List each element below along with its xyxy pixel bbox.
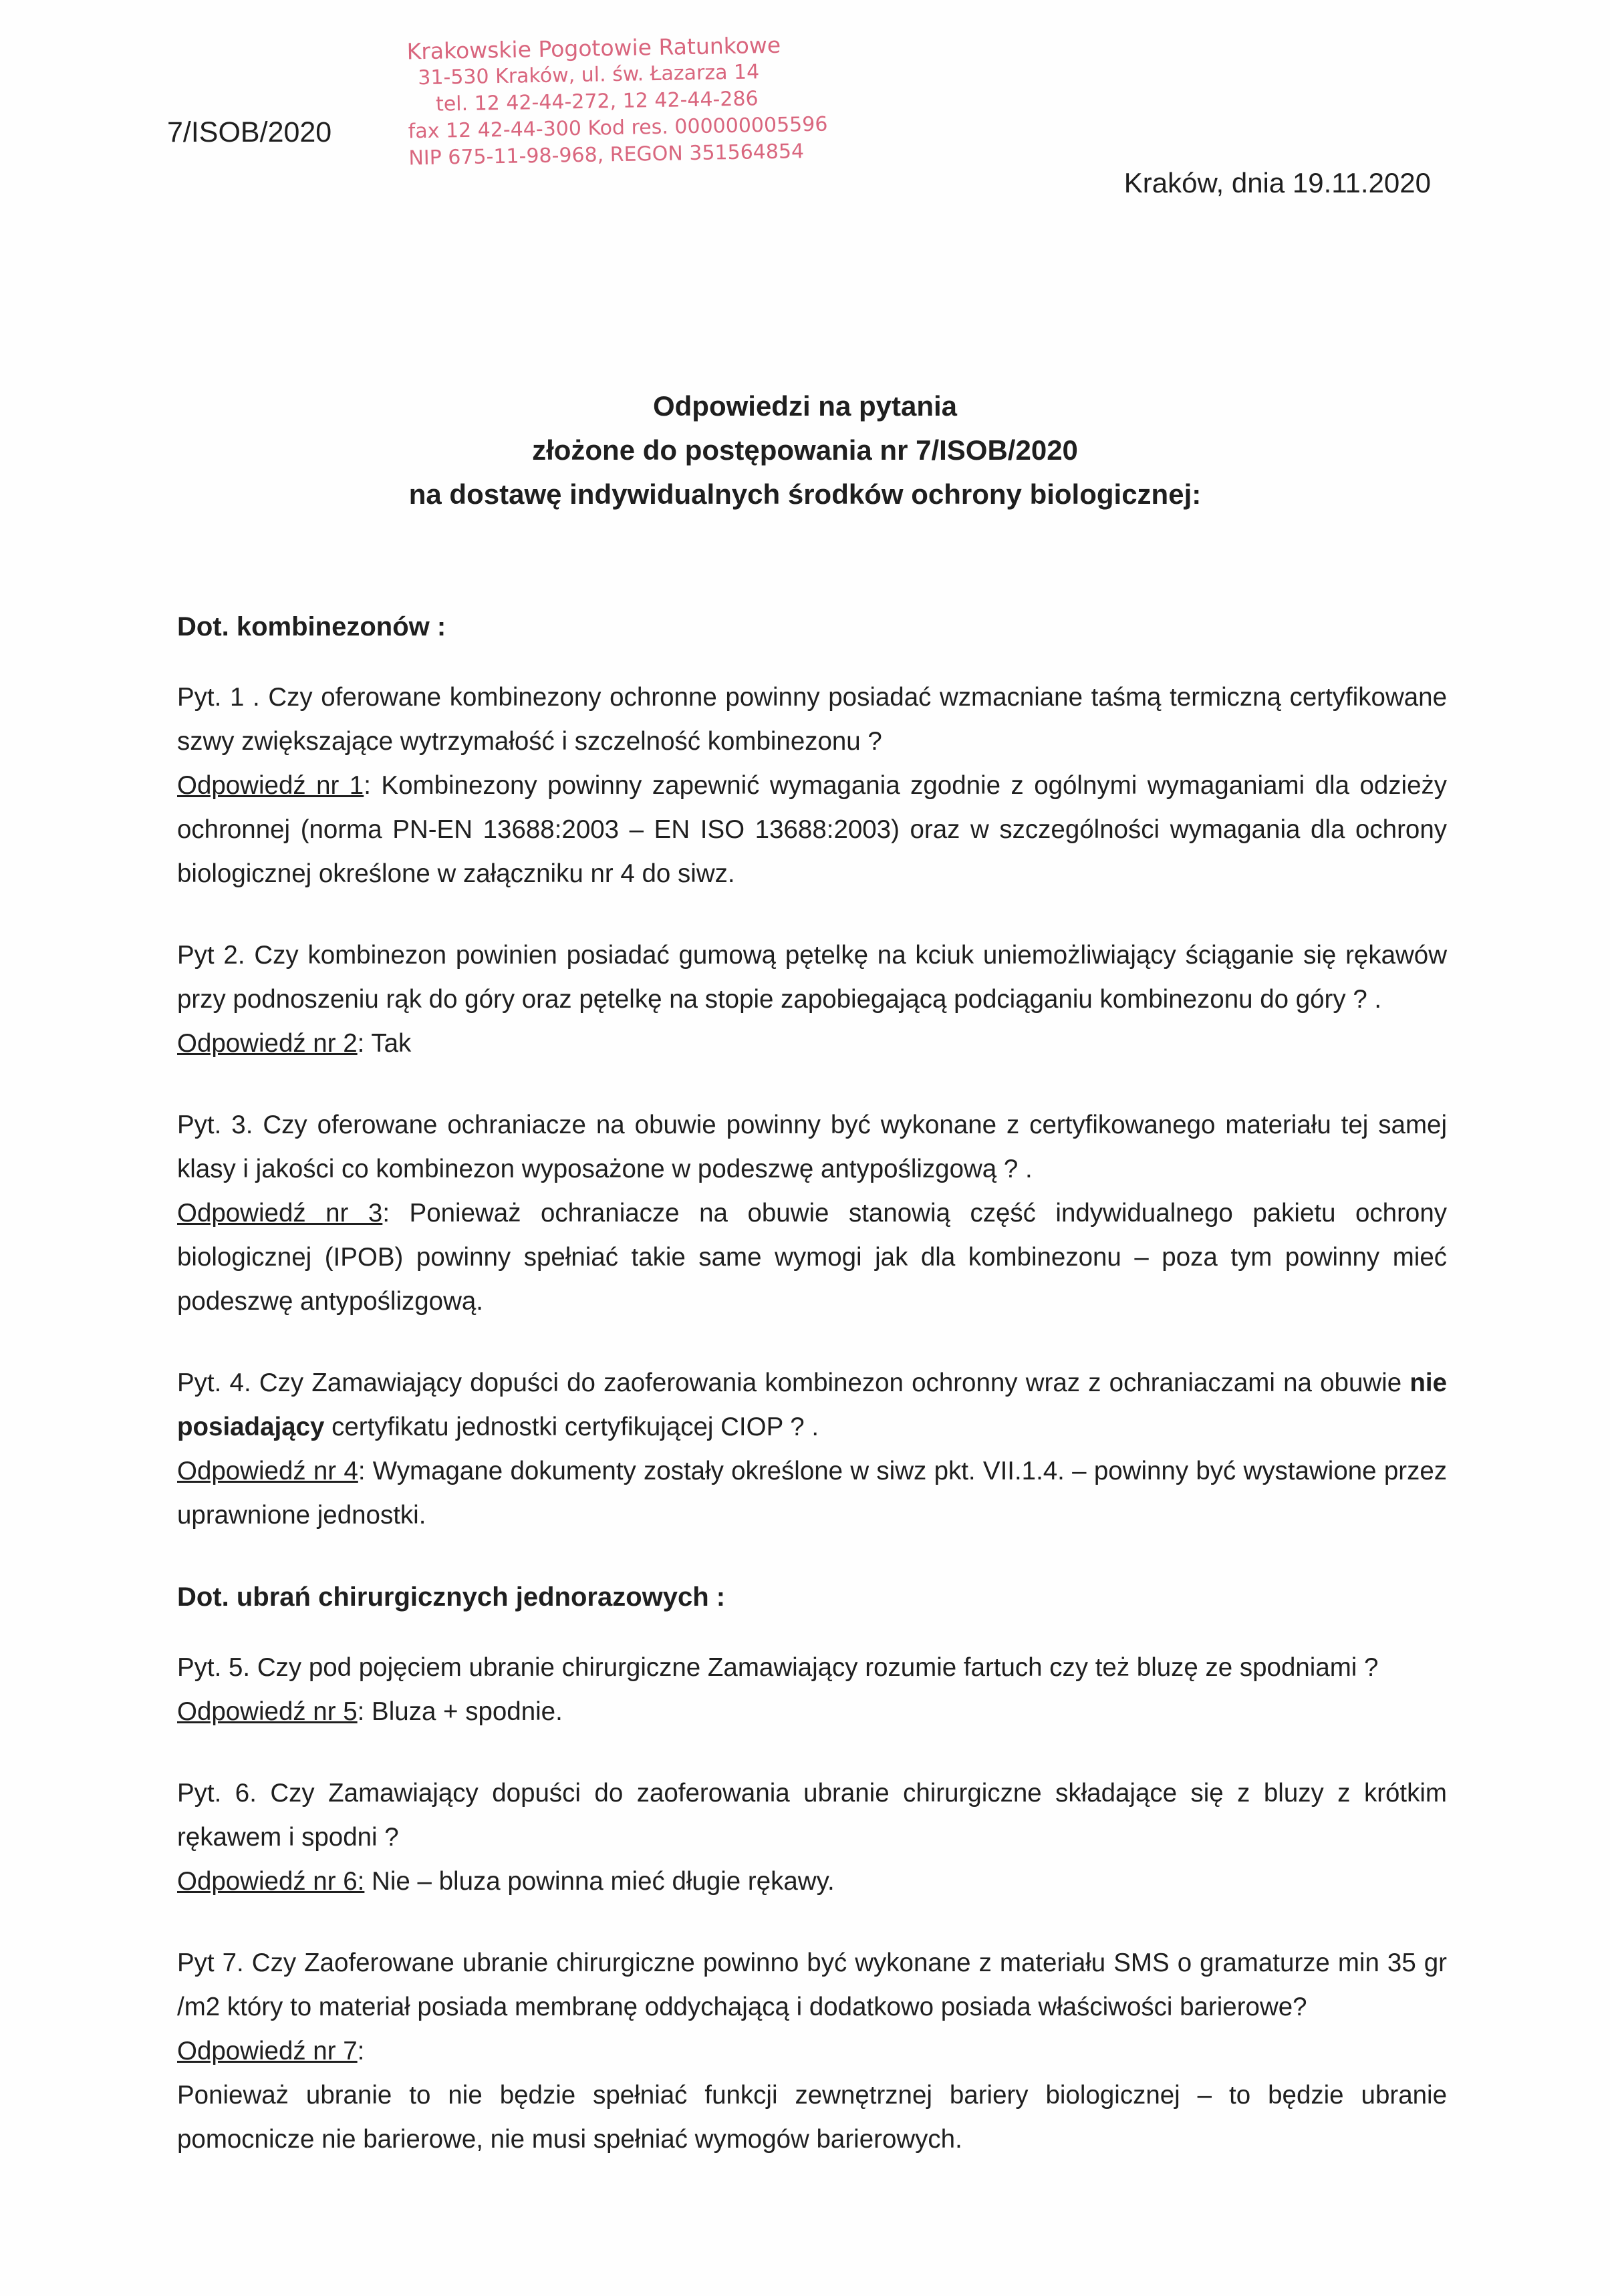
question-5: Pyt. 5. Czy pod pojęciem ubranie chirurgiczne Zamawiający rozumie fartuch czy też bluzę ze spodniami ? [177, 1653, 1379, 1682]
title-line-1: Odpowiedzi na pytania [652, 390, 958, 422]
place-date: Kraków, dnia 19.11.2020 [1123, 167, 1431, 198]
stamp-line-fax: fax 12 42-44-300 Kod res. 000000005596 [408, 112, 828, 144]
answer-label-7-colon: : [357, 2037, 365, 2065]
answer-label-1: Odpowiedź nr 1 [177, 771, 364, 800]
answer-4 [177, 1449, 1447, 1538]
qa-item-3 [177, 1103, 1447, 1324]
question-4 [177, 1361, 1447, 1449]
question-7: Pyt 7. Czy Zaoferowane ubranie chirurgiczne powinno być wykonane z materiału SMS o gramaturze min 35 gr /m2 który to materiał posiada membranę oddychającą i dodatkowo posiada właściwości barierowe? [177, 1949, 1447, 2021]
section-heading-surgical-clothing: Dot. ubrań chirurgicznych jednorazowych : [177, 1582, 726, 1612]
question-4-end: certyfikatu jednostki certyfikującej CIOP ? . [324, 1413, 819, 1441]
title-line-2: złożone do postępowania nr 7/ISOB/2020 [532, 434, 1078, 466]
answer-label-2: Odpowiedź nr 2 [177, 1029, 358, 1058]
stamp-line-tax: NIP 675-11-98-968, REGON 351564854 [408, 140, 805, 170]
question-6: Pyt. 6. Czy Zamawiający dopuści do zaoferowania ubranie chirurgiczne składające się z bluzy z krótkim rękawem i spodni ? [177, 1779, 1447, 1852]
stamp-line-name: Krakowskie Pogotowie Ratunkowe [406, 31, 781, 65]
question-4-start: Pyt. 4. Czy Zamawiający dopuści do zaoferowania kombinezon ochronny wraz z ochraniaczami na obuwie [177, 1369, 1410, 1397]
answer-label-3: Odpowiedź nr 3 [177, 1199, 383, 1228]
answer-label-6: Odpowiedź nr 6: [177, 1867, 365, 1896]
answer-text-6: Nie – bluza powinna mieć długie rękawy. [364, 1867, 835, 1896]
stamp-line-address: 31-530 Kraków, ul. św. Łazarza 14 [418, 60, 760, 90]
answer-text-5: : Bluza + spodnie. [357, 1697, 563, 1726]
qa-item-1 [177, 676, 1447, 896]
answer-label-4: Odpowiedź nr 4 [177, 1457, 358, 1485]
document-title [0, 384, 1610, 517]
answer-1 [177, 764, 1447, 896]
answer-text-3: : Ponieważ ochraniacze na obuwie stanowią część indywidualnego pakietu ochrony biologicznej (IPOB) powinny spełniać takie same wymogi jak dla kombinezonu – poza tym powinny mieć podeszwę antypoślizgową. [177, 1199, 1447, 1316]
answer-text-1: : Kombinezony powinny zapewnić wymagania zgodnie z ogólnymi wymaganiami dla odzieży ochronnej (norma PN-EN 13688:2003 – EN ISO 13688:2003) oraz w szczególności wymagania dla ochrony biologicznej określone w załączniku nr 4 do siwz. [177, 771, 1447, 888]
qa-item-7 [177, 1941, 1447, 2162]
qa-item-2 [177, 934, 1447, 1066]
question-2: Pyt 2. Czy kombinezon powinien posiadać gumową pętelkę na kciuk uniemożliwiający ściąganie się rękawów przy podnoszeniu rąk do góry oraz pętelkę na stopie zapobiegającą podciąganiu kombinezonu do góry ? . [177, 941, 1447, 1014]
answer-text-2: : Tak [357, 1029, 412, 1058]
question-4-emphasis: nie posiadający [177, 1369, 1447, 1441]
company-stamp [406, 31, 828, 172]
section-heading-coveralls: Dot. kombinezonów : [177, 612, 446, 641]
qa-item-6 [177, 1771, 1447, 1904]
answer-text-4: : Wymagane dokumenty zostały określone w siwz pkt. VII.1.4. – powinny być wystawione przez uprawnione jednostki. [177, 1457, 1447, 1530]
answer-2 [177, 1022, 1447, 1066]
answer-text-7: Ponieważ ubranie to nie będzie spełniać funkcji zewnętrznej bariery biologicznej – to będzie ubranie pomocnicze nie barierowe, nie musi spełniać wymogów barierowych. [177, 2081, 1447, 2154]
answer-label-5: Odpowiedź nr 5 [177, 1697, 358, 1726]
qa-item-4 [177, 1361, 1447, 1538]
stamp-line-phone: tel. 12 42-44-272, 12 42-44-286 [435, 87, 759, 116]
question-1: Pyt. 1 . Czy oferowane kombinezony ochronne powinny posiadać wzmacniane taśmą termiczną certyfikowane szwy zwiększające wytrzymałość i szczelność kombinezonu ? [177, 683, 1447, 756]
document-body [177, 605, 1447, 2199]
question-3: Pyt. 3. Czy oferowane ochraniacze na obuwie powinny być wykonane z certyfikowanego materiału tej samej klasy i jakości co kombinezon wyposażone w podeszwę antypoślizgową ? . [177, 1111, 1447, 1183]
answer-5 [177, 1690, 1447, 1734]
reference-number: 7/ISOB/2020 [167, 116, 332, 148]
answer-7 [177, 2029, 1447, 2073]
answer-3 [177, 1191, 1447, 1324]
title-line-3: na dostawę indywidualnych środków ochrony biologicznej: [408, 478, 1202, 510]
qa-item-5 [177, 1646, 1447, 1734]
answer-label-7: Odpowiedź nr 7 [177, 2037, 358, 2065]
answer-6 [177, 1860, 1447, 1904]
